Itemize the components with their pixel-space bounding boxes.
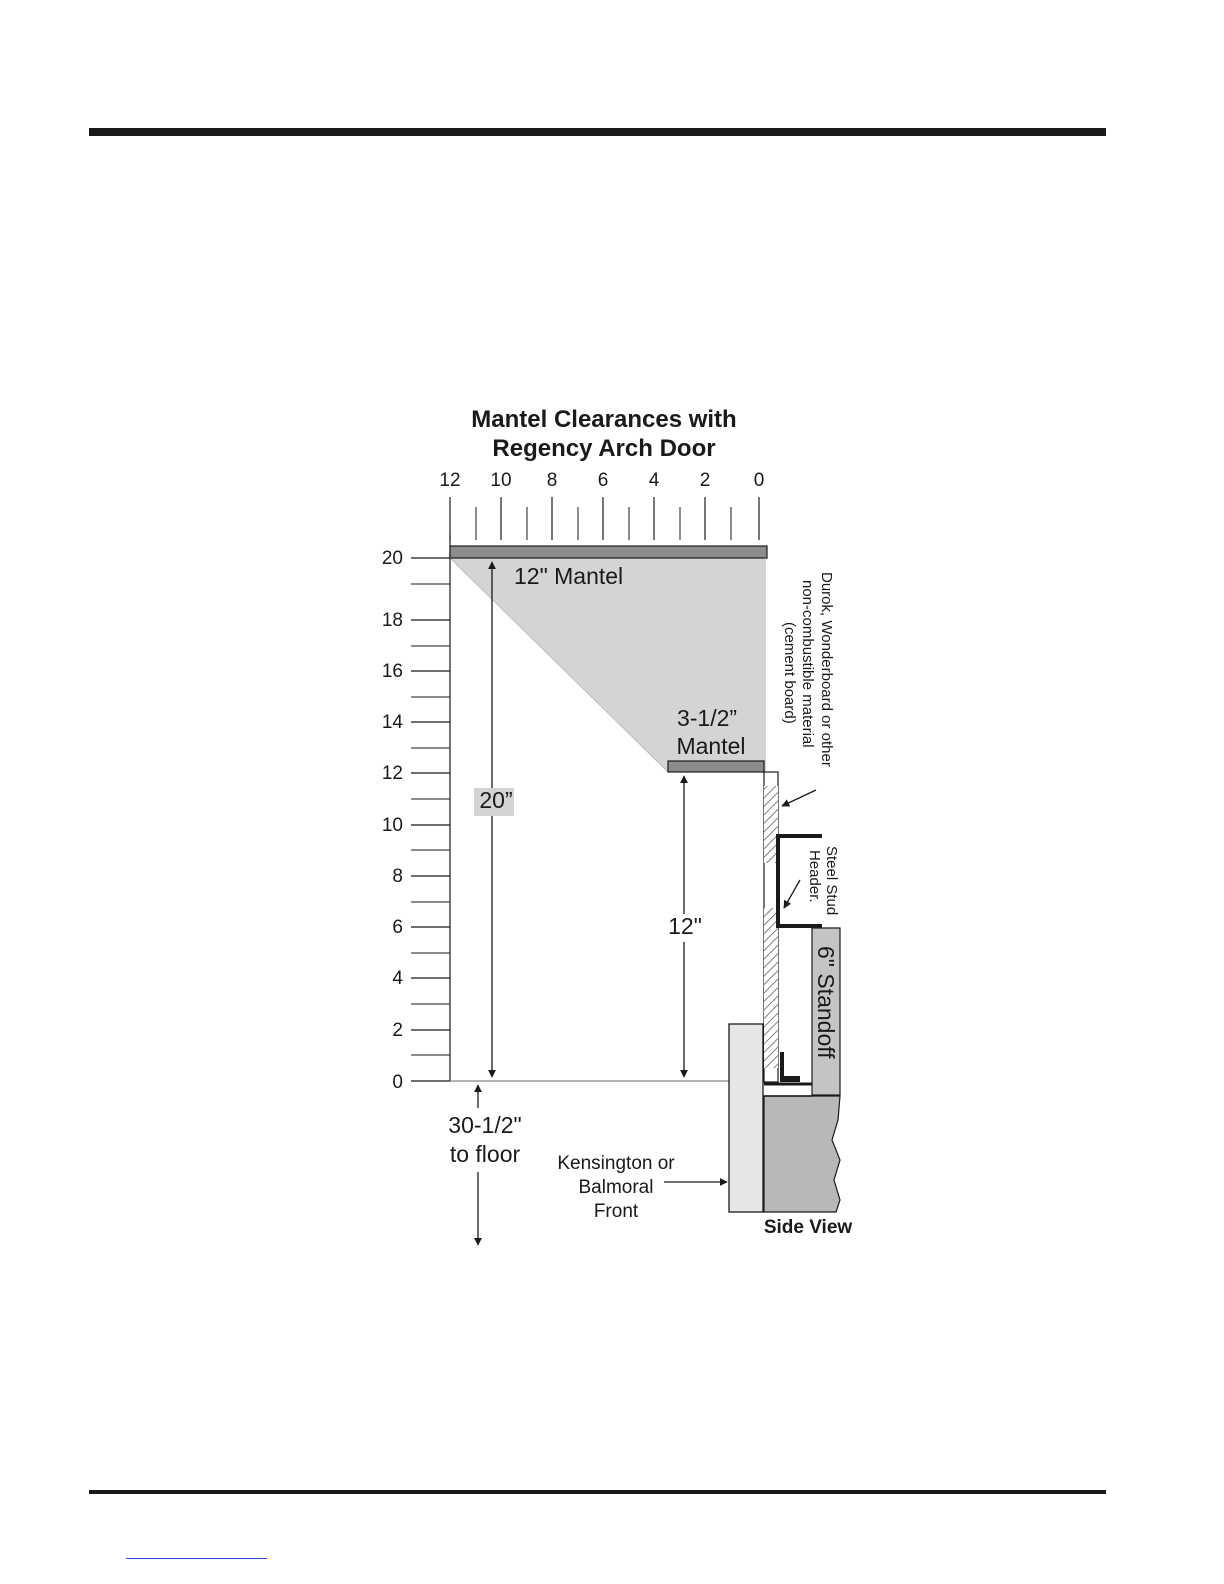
board-label-line2: non-combustible material [799,580,816,748]
left-ruler [411,558,450,1081]
y-tick-8: 8 [392,866,403,887]
mantel-3-label-line1: 3-1/2” [676,705,738,731]
masonry-floor [764,1096,840,1212]
floor-label-line1: 30-1/2" [448,1112,522,1138]
y-tick-18: 18 [381,610,403,631]
x-tick-2: 2 [699,470,711,491]
mantel-12-bar [450,546,767,558]
y-tick-4: 4 [392,968,403,989]
y-tick-20: 20 [381,548,403,569]
board-label-line3: (cement board) [781,622,798,724]
dim-20-label: 20” [479,787,513,813]
x-tick-12: 12 [439,470,461,491]
front-label-line2: Balmoral [578,1177,654,1198]
stud-arrow [784,880,800,908]
base-bracket [780,1052,800,1082]
cement-board-arrow [782,790,816,806]
mantel-12-label: 12" Mantel [514,563,624,589]
diagram-title-line1: Mantel Clearances with [471,406,737,433]
y-tick-6: 6 [392,917,403,938]
floor-label-line2: to floor [449,1141,521,1167]
mantel-3-label-line2: Mantel [676,733,746,759]
y-tick-16: 16 [381,661,403,682]
top-ruler [450,497,759,540]
y-tick-10: 10 [381,815,403,836]
front-label-line1: Kensington or [557,1153,675,1174]
stud-label-line1: Steel Stud [823,846,840,916]
x-tick-0: 0 [753,470,765,491]
standoff-label: 6" Standoff [813,946,839,1059]
dim-12-label: 12" [668,913,702,939]
y-tick-12: 12 [381,763,403,784]
x-tick-6: 6 [597,470,609,491]
diagram-title-line2: Regency Arch Door [492,435,716,462]
stud-label-line2: Header. [806,850,823,903]
front-label-line3: Front [593,1201,639,1222]
x-tick-8: 8 [546,470,558,491]
board-label-line1: Durok, Wonderboard or other [818,572,835,767]
y-tick-14: 14 [381,712,403,733]
front-panel [729,1024,763,1212]
side-view-label: Side View [763,1217,853,1238]
y-tick-2: 2 [392,1020,403,1041]
cement-board-lower [764,908,778,1068]
x-tick-10: 10 [490,470,512,491]
x-tick-4: 4 [648,470,660,491]
mantel-3-bar [668,761,764,772]
y-tick-0: 0 [392,1072,403,1093]
cement-board-upper [764,786,778,863]
